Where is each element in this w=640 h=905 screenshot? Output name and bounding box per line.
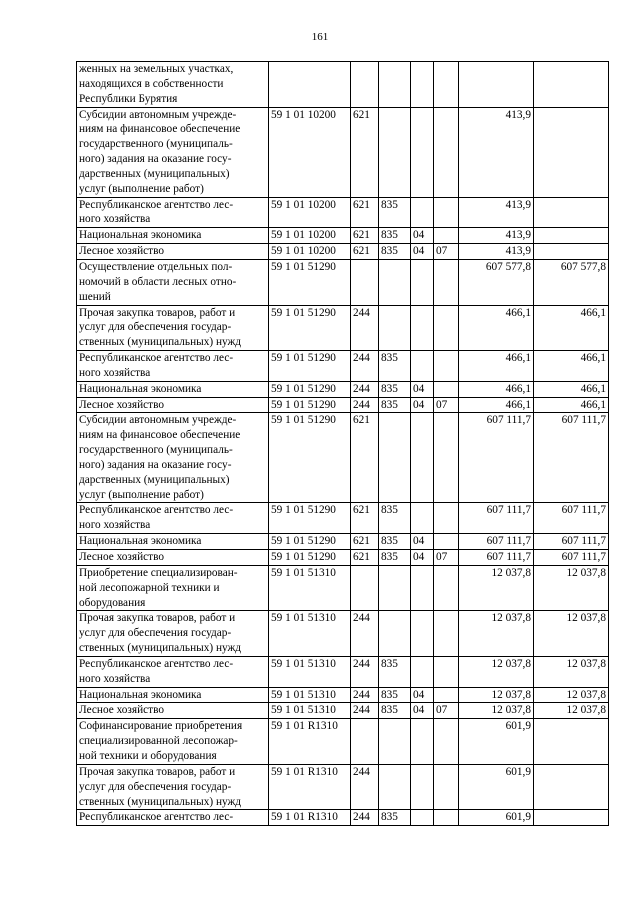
ministry-code-cell	[379, 719, 411, 765]
federal-amount-cell: 466,1	[534, 397, 609, 413]
federal-amount-cell	[534, 228, 609, 244]
section-cell	[411, 62, 434, 108]
amount-cell: 12 037,8	[459, 611, 534, 657]
target-article-cell: 59 1 01 51310	[269, 703, 351, 719]
row-name-cell: Прочая закупка товаров, работ и услуг для обеспечения государ- ственных (муниципальных) нужд	[77, 305, 269, 351]
federal-amount-cell	[534, 810, 609, 826]
ministry-code-cell	[379, 764, 411, 810]
federal-amount-cell: 466,1	[534, 381, 609, 397]
federal-amount-cell: 12 037,8	[534, 565, 609, 611]
row-name-cell: Республиканское агентство лес- ного хозяйства	[77, 351, 269, 382]
federal-amount-cell: 607 111,7	[534, 413, 609, 503]
section-cell	[411, 656, 434, 687]
amount-cell: 601,9	[459, 810, 534, 826]
ministry-code-cell	[379, 62, 411, 108]
target-article-cell: 59 1 01 51290	[269, 413, 351, 503]
federal-amount-cell: 12 037,8	[534, 703, 609, 719]
row-name-cell: Республиканское агентство лес- ного хозяйства	[77, 656, 269, 687]
section-cell	[411, 305, 434, 351]
row-name-cell: Прочая закупка товаров, работ и услуг для обеспечения государ- ственных (муниципальных) нужд	[77, 611, 269, 657]
expense-type-cell: 621	[351, 107, 379, 197]
amount-cell: 601,9	[459, 719, 534, 765]
amount-cell: 413,9	[459, 244, 534, 260]
amount-cell: 607 111,7	[459, 550, 534, 566]
subsection-cell	[434, 351, 459, 382]
amount-cell: 413,9	[459, 228, 534, 244]
target-article-cell: 59 1 01 10200	[269, 107, 351, 197]
target-article-cell: 59 1 01 R1310	[269, 764, 351, 810]
ministry-code-cell	[379, 107, 411, 197]
section-cell: 04	[411, 381, 434, 397]
federal-amount-cell: 607 111,7	[534, 550, 609, 566]
subsection-cell	[434, 305, 459, 351]
amount-cell: 466,1	[459, 351, 534, 382]
amount-cell: 12 037,8	[459, 687, 534, 703]
expense-type-cell	[351, 565, 379, 611]
expense-type-cell: 244	[351, 381, 379, 397]
amount-cell: 413,9	[459, 197, 534, 228]
ministry-code-cell: 835	[379, 503, 411, 534]
target-article-cell: 59 1 01 51290	[269, 550, 351, 566]
ministry-code-cell	[379, 611, 411, 657]
table-row	[77, 503, 609, 534]
amount-cell	[459, 62, 534, 108]
target-article-cell	[269, 62, 351, 108]
subsection-cell	[434, 687, 459, 703]
federal-amount-cell	[534, 719, 609, 765]
federal-amount-cell	[534, 244, 609, 260]
federal-amount-cell: 12 037,8	[534, 611, 609, 657]
amount-cell: 12 037,8	[459, 565, 534, 611]
target-article-cell: 59 1 01 R1310	[269, 810, 351, 826]
federal-amount-cell: 607 111,7	[534, 503, 609, 534]
ministry-code-cell: 835	[379, 703, 411, 719]
subsection-cell	[434, 764, 459, 810]
expense-type-cell: 621	[351, 503, 379, 534]
ministry-code-cell	[379, 259, 411, 305]
expense-type-cell: 244	[351, 703, 379, 719]
expense-type-cell	[351, 62, 379, 108]
row-name-cell: Республиканское агентство лес- ного хозяйства	[77, 197, 269, 228]
ministry-code-cell: 835	[379, 351, 411, 382]
ministry-code-cell: 835	[379, 381, 411, 397]
section-cell	[411, 259, 434, 305]
page-number: 161	[311, 31, 329, 43]
row-name-cell: женных на земельных участках, находящихся в собственности Республики Бурятия	[77, 62, 269, 108]
subsection-cell	[434, 810, 459, 826]
amount-cell: 607 577,8	[459, 259, 534, 305]
ministry-code-cell: 835	[379, 810, 411, 826]
federal-amount-cell: 607 577,8	[534, 259, 609, 305]
table-row	[77, 534, 609, 550]
federal-amount-cell: 466,1	[534, 351, 609, 382]
target-article-cell: 59 1 01 10200	[269, 197, 351, 228]
budget-table	[76, 61, 609, 826]
section-cell	[411, 719, 434, 765]
table-row	[77, 656, 609, 687]
row-name-cell: Лесное хозяйство	[77, 397, 269, 413]
expense-type-cell: 244	[351, 810, 379, 826]
amount-cell: 607 111,7	[459, 503, 534, 534]
table-row	[77, 810, 609, 826]
section-cell	[411, 107, 434, 197]
subsection-cell	[434, 413, 459, 503]
row-name-cell: Республиканское агентство лес- ного хозяйства	[77, 503, 269, 534]
row-name-cell: Национальная экономика	[77, 534, 269, 550]
section-cell: 04	[411, 550, 434, 566]
row-name-cell: Национальная экономика	[77, 228, 269, 244]
row-name-cell: Приобретение специализирован- ной лесопожарной техники и оборудования	[77, 565, 269, 611]
section-cell	[411, 197, 434, 228]
expense-type-cell: 621	[351, 534, 379, 550]
subsection-cell: 07	[434, 244, 459, 260]
federal-amount-cell	[534, 62, 609, 108]
expense-type-cell: 621	[351, 228, 379, 244]
amount-cell: 607 111,7	[459, 413, 534, 503]
subsection-cell	[434, 228, 459, 244]
row-name-cell: Осуществление отдельных пол- номочий в области лесных отно- шений	[77, 259, 269, 305]
expense-type-cell	[351, 259, 379, 305]
target-article-cell: 59 1 01 10200	[269, 244, 351, 260]
table-row	[77, 719, 609, 765]
subsection-cell	[434, 503, 459, 534]
ministry-code-cell: 835	[379, 228, 411, 244]
ministry-code-cell: 835	[379, 244, 411, 260]
expense-type-cell	[351, 719, 379, 765]
federal-amount-cell: 12 037,8	[534, 687, 609, 703]
subsection-cell	[434, 534, 459, 550]
target-article-cell: 59 1 01 51310	[269, 687, 351, 703]
table-row	[77, 228, 609, 244]
section-cell: 04	[411, 687, 434, 703]
section-cell	[411, 351, 434, 382]
row-name-cell: Субсидии автономным учрежде- ниям на финансовое обеспечение государственного (муниципаль- ного) задания на оказание госу- дарственных (муниципальных) услуг (выполнение работ)	[77, 107, 269, 197]
ministry-code-cell	[379, 413, 411, 503]
table-row	[77, 351, 609, 382]
row-name-cell: Республиканское агентство лес-	[77, 810, 269, 826]
section-cell: 04	[411, 703, 434, 719]
amount-cell: 413,9	[459, 107, 534, 197]
federal-amount-cell: 466,1	[534, 305, 609, 351]
table-row	[77, 550, 609, 566]
amount-cell: 466,1	[459, 305, 534, 351]
target-article-cell: 59 1 01 10200	[269, 228, 351, 244]
table-row	[77, 565, 609, 611]
table-row	[77, 703, 609, 719]
ministry-code-cell: 835	[379, 197, 411, 228]
expense-type-cell: 244	[351, 656, 379, 687]
amount-cell: 607 111,7	[459, 534, 534, 550]
subsection-cell: 07	[434, 397, 459, 413]
table-row	[77, 305, 609, 351]
expense-type-cell: 244	[351, 687, 379, 703]
federal-amount-cell: 607 111,7	[534, 534, 609, 550]
ministry-code-cell	[379, 565, 411, 611]
amount-cell: 601,9	[459, 764, 534, 810]
ministry-code-cell: 835	[379, 534, 411, 550]
table-row	[77, 197, 609, 228]
ministry-code-cell: 835	[379, 687, 411, 703]
federal-amount-cell	[534, 107, 609, 197]
target-article-cell: 59 1 01 51290	[269, 351, 351, 382]
subsection-cell	[434, 611, 459, 657]
expense-type-cell: 621	[351, 413, 379, 503]
subsection-cell: 07	[434, 703, 459, 719]
table-body	[77, 62, 609, 826]
row-name-cell: Лесное хозяйство	[77, 244, 269, 260]
target-article-cell: 59 1 01 51310	[269, 656, 351, 687]
ministry-code-cell: 835	[379, 397, 411, 413]
subsection-cell	[434, 62, 459, 108]
ministry-code-cell: 835	[379, 656, 411, 687]
table-row	[77, 397, 609, 413]
expense-type-cell: 244	[351, 764, 379, 810]
table-row	[77, 413, 609, 503]
section-cell: 04	[411, 534, 434, 550]
target-article-cell: 59 1 01 51290	[269, 305, 351, 351]
target-article-cell: 59 1 01 51290	[269, 503, 351, 534]
amount-cell: 12 037,8	[459, 656, 534, 687]
table-row	[77, 107, 609, 197]
subsection-cell	[434, 259, 459, 305]
expense-type-cell: 621	[351, 197, 379, 228]
target-article-cell: 59 1 01 51290	[269, 259, 351, 305]
expense-type-cell: 244	[351, 351, 379, 382]
target-article-cell: 59 1 01 R1310	[269, 719, 351, 765]
section-cell: 04	[411, 244, 434, 260]
section-cell: 04	[411, 397, 434, 413]
target-article-cell: 59 1 01 51290	[269, 397, 351, 413]
amount-cell: 466,1	[459, 381, 534, 397]
amount-cell: 12 037,8	[459, 703, 534, 719]
section-cell: 04	[411, 228, 434, 244]
section-cell	[411, 764, 434, 810]
row-name-cell: Лесное хозяйство	[77, 703, 269, 719]
amount-cell: 466,1	[459, 397, 534, 413]
ministry-code-cell	[379, 305, 411, 351]
row-name-cell: Национальная экономика	[77, 381, 269, 397]
section-cell	[411, 413, 434, 503]
target-article-cell: 59 1 01 51290	[269, 534, 351, 550]
ministry-code-cell: 835	[379, 550, 411, 566]
table-row	[77, 259, 609, 305]
target-article-cell: 59 1 01 51310	[269, 611, 351, 657]
table-row	[77, 381, 609, 397]
expense-type-cell: 621	[351, 550, 379, 566]
federal-amount-cell: 12 037,8	[534, 656, 609, 687]
subsection-cell	[434, 381, 459, 397]
subsection-cell	[434, 565, 459, 611]
row-name-cell: Субсидии автономным учрежде- ниям на финансовое обеспечение государственного (муниципаль- ного) задания на оказание госу- дарственных (муниципальных) услуг (выполнение работ)	[77, 413, 269, 503]
target-article-cell: 59 1 01 51290	[269, 381, 351, 397]
table-row	[77, 764, 609, 810]
expense-type-cell: 244	[351, 397, 379, 413]
federal-amount-cell	[534, 197, 609, 228]
row-name-cell: Лесное хозяйство	[77, 550, 269, 566]
subsection-cell	[434, 107, 459, 197]
table-row	[77, 244, 609, 260]
expense-type-cell: 244	[351, 611, 379, 657]
table-row	[77, 611, 609, 657]
section-cell	[411, 565, 434, 611]
section-cell	[411, 810, 434, 826]
table-row	[77, 62, 609, 108]
table-row	[77, 687, 609, 703]
subsection-cell	[434, 719, 459, 765]
expense-type-cell: 621	[351, 244, 379, 260]
section-cell	[411, 611, 434, 657]
subsection-cell: 07	[434, 550, 459, 566]
subsection-cell	[434, 197, 459, 228]
federal-amount-cell	[534, 764, 609, 810]
section-cell	[411, 503, 434, 534]
row-name-cell: Национальная экономика	[77, 687, 269, 703]
subsection-cell	[434, 656, 459, 687]
target-article-cell: 59 1 01 51310	[269, 565, 351, 611]
expense-type-cell: 244	[351, 305, 379, 351]
row-name-cell: Прочая закупка товаров, работ и услуг для обеспечения государ- ственных (муниципальных) нужд	[77, 764, 269, 810]
row-name-cell: Софинансирование приобретения специализированной лесопожар- ной техники и оборудования	[77, 719, 269, 765]
